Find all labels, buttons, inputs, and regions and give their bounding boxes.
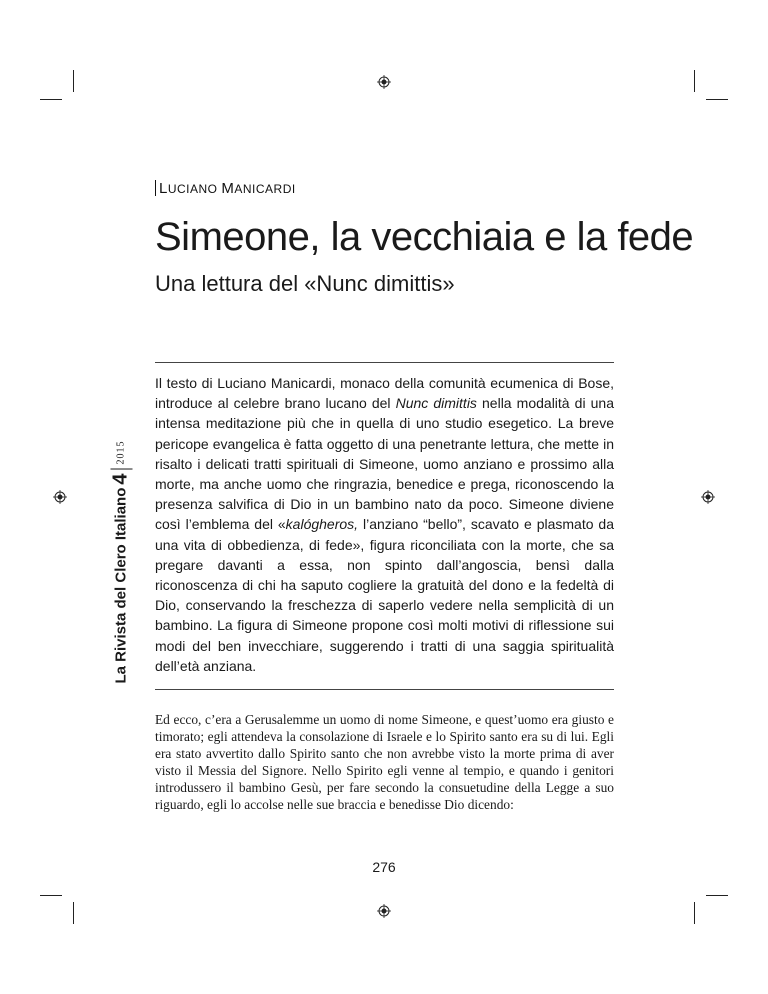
abstract-italic: Nunc dimittis (395, 395, 477, 412)
crop-mark (40, 895, 62, 896)
issue-year: 2015 (115, 440, 127, 465)
journal-name: La Rivista del Clero Italiano (112, 487, 130, 684)
divider (155, 689, 614, 690)
crop-mark (694, 70, 695, 92)
issue-number: 4 (109, 473, 132, 485)
article-title: Simeone, la vecchiaia e la fede (155, 215, 694, 259)
author-name (155, 180, 296, 197)
author-first-initial: L (159, 180, 168, 197)
registration-mark-icon (377, 904, 391, 918)
crop-mark (73, 70, 74, 92)
body-paragraph: Ed ecco, c’era a Gerusalemme un uomo di nome Simeone, e quest’uomo era giusto e timorato; egli attendeva la consolazione di Israele e lo Spirito santo era su di lui. Egli era stato avvertito dallo Spirito santo che non avrebbe visto la morte prima di aver visto il Messia del Signore. Nello Spirito egli venne al tempio, e quando i genitori introdussero il bambino Gesù, per fare secondo la consuetudine della Legge a suo riguardo, egli lo accolse nelle sue braccia e benedisse Dio dicendo: (155, 712, 614, 812)
page-number: 276 (372, 859, 396, 875)
abstract-italic: kalógheros, (285, 516, 359, 533)
registration-mark-icon (701, 490, 715, 504)
crop-mark (73, 902, 74, 924)
registration-mark-icon (53, 490, 67, 504)
registration-mark-icon (377, 75, 391, 89)
abstract: Il testo di Luciano Manicardi, monaco della comunità ecumenica di Bose, introduce al celebre brano lucano del Nunc dimittis nella modalità di una intensa meditazione più che in quella di uno studio esegetico. La breve pericope evangelica è fatta oggetto di una penetrante lettura, che mette in risalto i delicati tratti spirituali di Simeone, uomo anziano e prossimo alla morte, ma anche uomo che ringrazia, benedice e prega, riconoscendo la presenza salvifica di Dio in un bambino nato da poco. Simeone diviene così l’emblema del «kalógheros, l’anziano “bello”, scavato e plasmato da una vita di obbedienza, di fede», figura riconciliata con la morte, che sa pregare davanti a essa, non spinto dall’angoscia, bensì dalla riconoscenza di chi ha saputo cogliere la gratuità del dono e la fedeltà di Dio, conservando la freschezza di saperlo vedere nella semplicità di un bambino. La figura di Simeone propone così molti motivi di riflessione sui modi del ben invecchiare, suggerendo i tratti di una saggia spiritualità dell’età anziana. (155, 375, 614, 674)
divider (155, 362, 614, 363)
crop-mark (694, 902, 695, 924)
running-head-separator (110, 468, 132, 469)
crop-mark (40, 99, 62, 100)
article-subtitle: Una lettura del «Nunc dimittis» (155, 271, 455, 296)
author-last-initial: M (221, 180, 235, 197)
author-bar (155, 180, 156, 196)
crop-mark (706, 895, 728, 896)
author-first-rest: UCIANO (167, 182, 218, 196)
running-head (110, 440, 133, 683)
crop-mark (706, 99, 728, 100)
author-last-rest: ANICARDI (234, 182, 296, 196)
